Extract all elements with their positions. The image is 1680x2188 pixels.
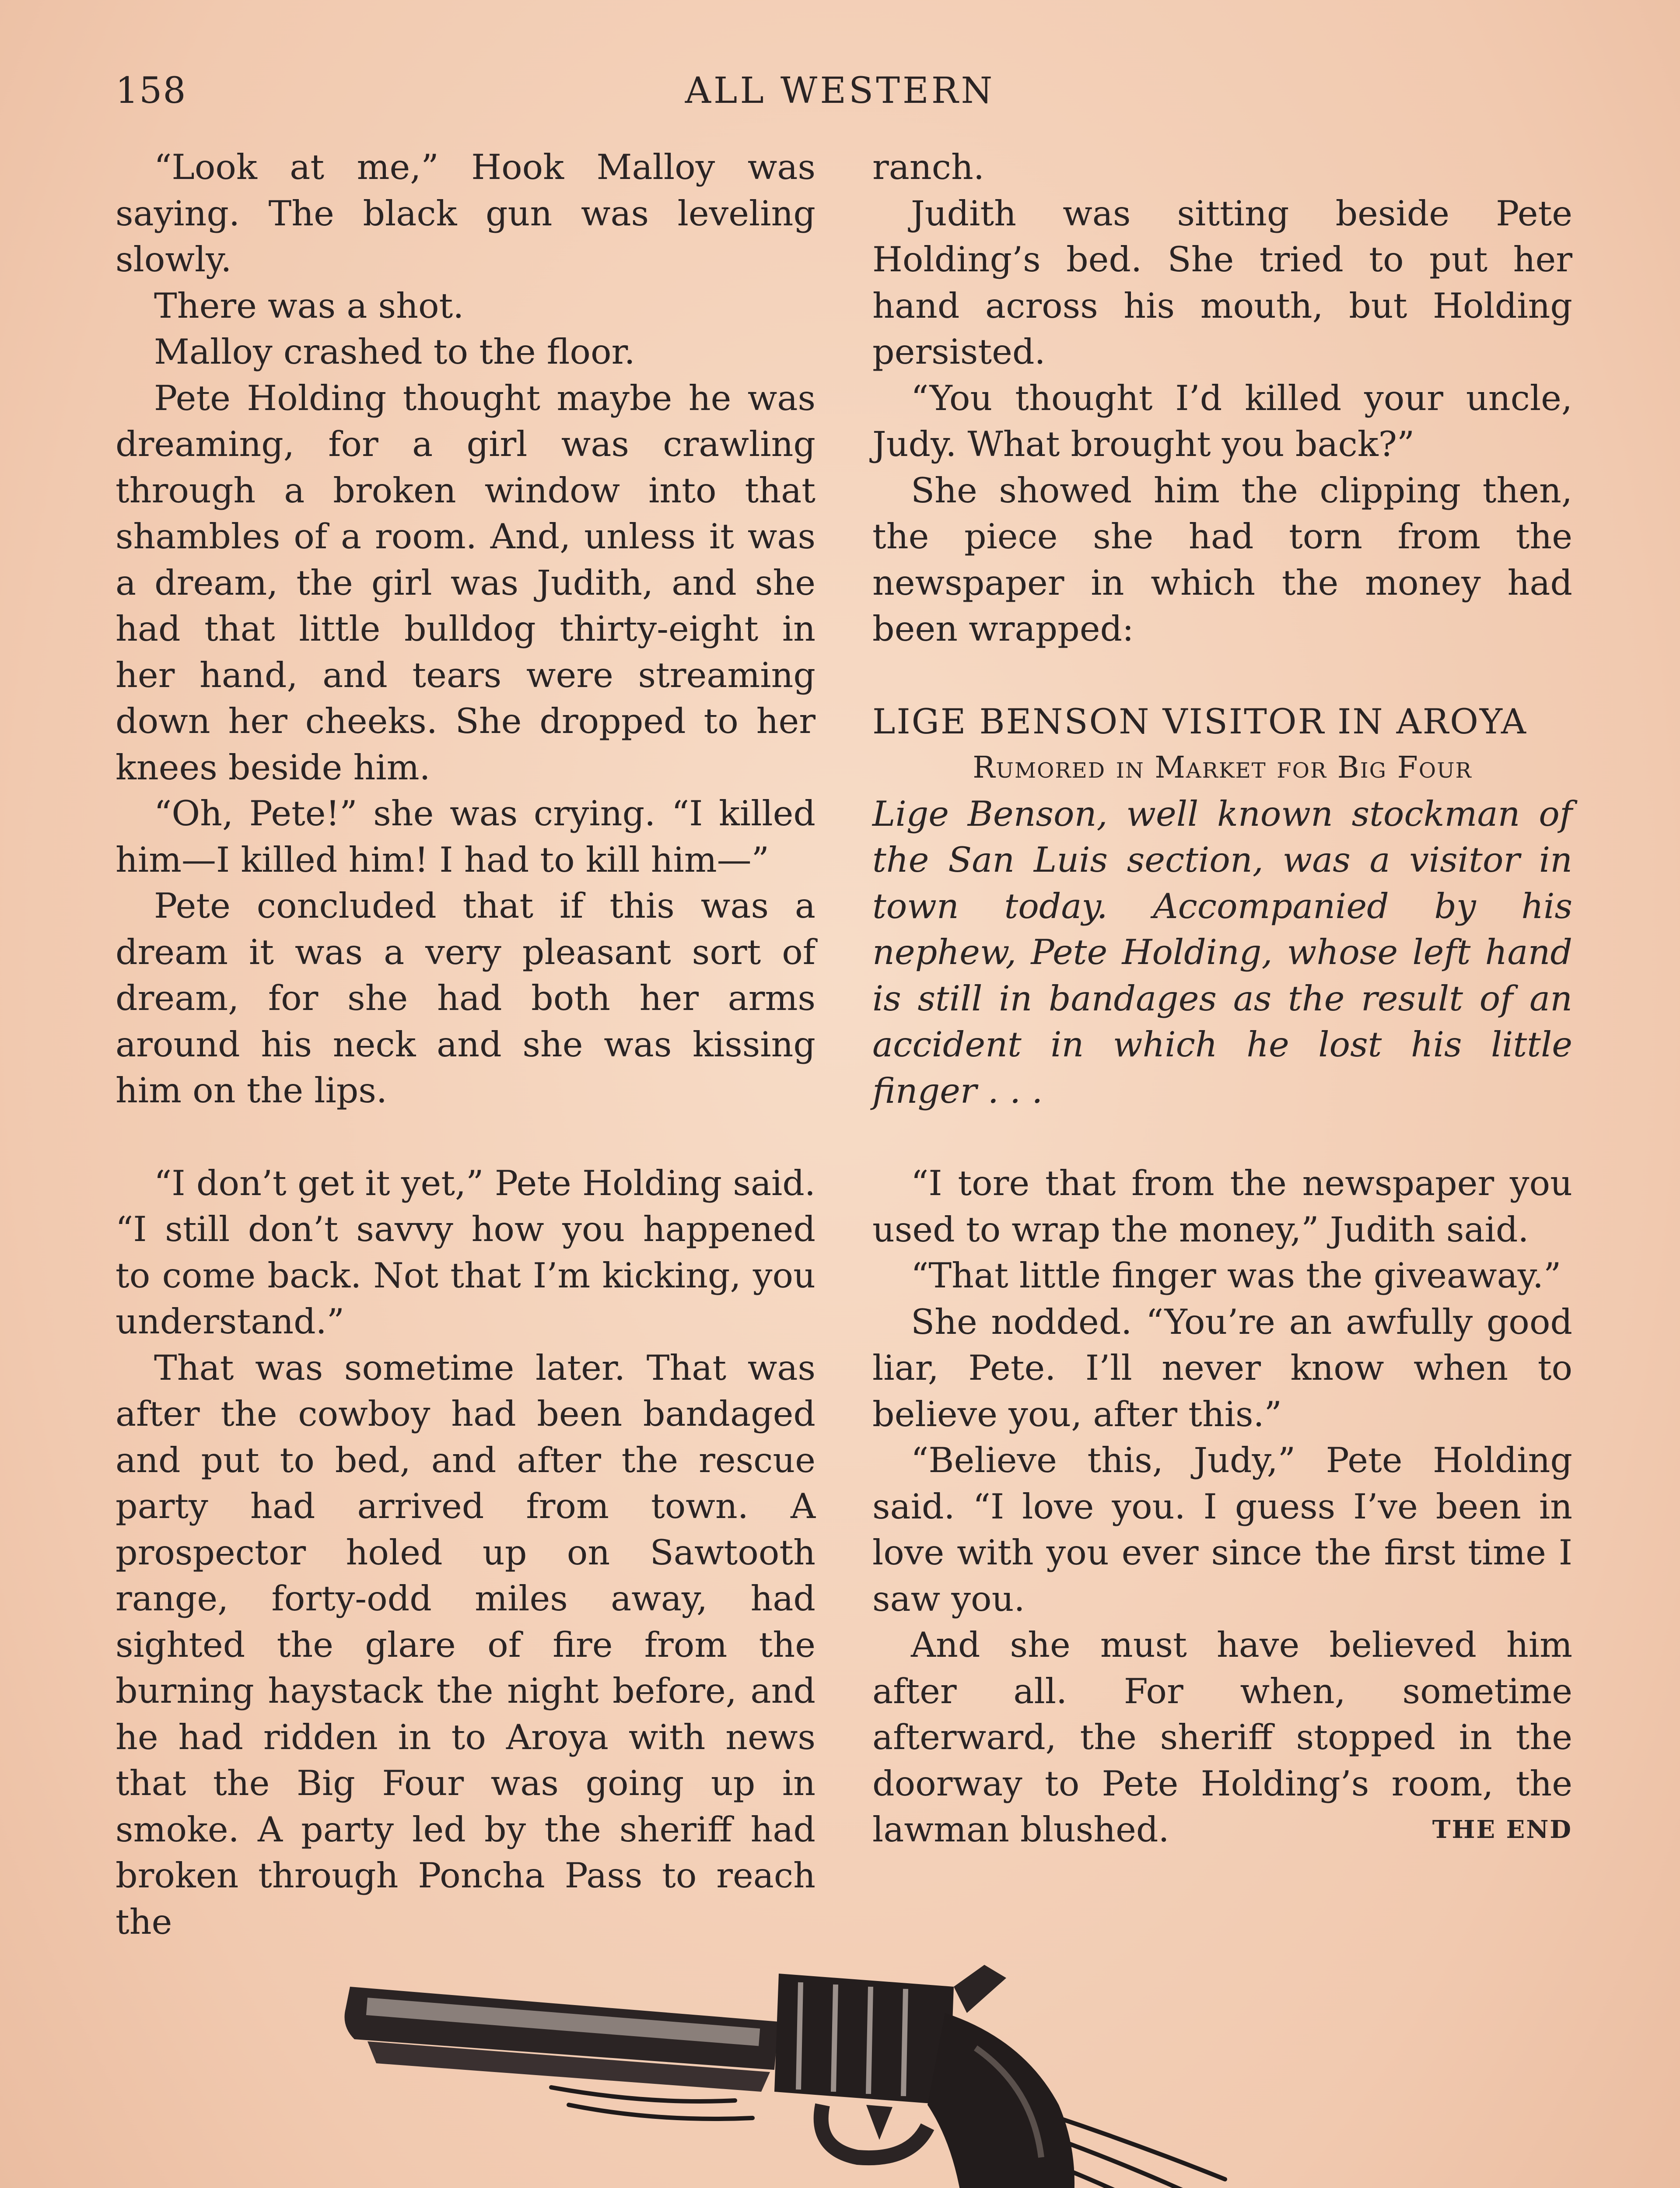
paragraph: “Believe this, Judy,” Pete Holding said. “I love you. I guess I’ve been in love with you ever since the first time I saw you. xyxy=(872,1440,1572,1619)
revolver-illustration xyxy=(341,1960,1348,2188)
paragraph: She nodded. “You’re an awfully good liar, Pete. I’ll never know when to believe you, after this.” xyxy=(872,1301,1572,1434)
clipping-headline: LIGE BENSON VISITOR IN AROYA xyxy=(872,701,1527,742)
paragraph: Judith was sitting beside Pete Holding’s bed. She tried to put her hand across his mouth, but Holding persisted. xyxy=(872,193,1572,372)
running-title: ALL WESTERN xyxy=(685,70,995,112)
paragraph: “That little finger was the giveaway.” xyxy=(911,1255,1561,1296)
section-break xyxy=(872,1114,1572,1161)
paragraph: “Look at me,” Hook Malloy was saying. The black gun was leveling slowly. xyxy=(116,147,816,280)
paragraph: “You thought I’d killed your uncle, Judy. What brought you back?” xyxy=(872,378,1572,464)
right-column xyxy=(872,144,1572,1853)
page-number: 158 xyxy=(116,70,187,112)
the-end-mark: THE END xyxy=(1432,1815,1572,1844)
paragraph: Pete concluded that if this was a dream it was a very pleasant sort of dream, for she had both her arms around his neck and she was kissing him on the lips. xyxy=(116,886,816,1111)
paragraph: “I don’t get it yet,” Pete Holding said. “I still don’t savvy how you happened to come back. Not that I’m kicking, you understand.” xyxy=(116,1163,816,1342)
paragraph: There was a shot. xyxy=(154,285,464,326)
left-column xyxy=(116,144,816,1945)
paragraph: Malloy crashed to the floor. xyxy=(154,332,635,372)
section-break xyxy=(872,652,1572,699)
paragraph: And she must have believed him after all. For when, sometime afterward, the sheriff stopped in the doorway to Pete Holding’s room, the lawman blushed. xyxy=(872,1625,1572,1850)
paragraph: “I tore that from the newspaper you used to wrap the money,” Judith said. xyxy=(872,1163,1572,1250)
clipping-body: Lige Benson, well known stockman of the San Luis section, was a visitor in town today. Accompanied by his nephew, Pete Holding, whose left hand is still in bandages as the result of an accident in which he lost his little finger . . . xyxy=(872,793,1572,1111)
page-header xyxy=(0,70,1680,123)
newspaper-clipping xyxy=(872,699,1572,1115)
paragraph: She showed him the clipping then, the piece she had torn from the newspaper in which the money had been wrapped: xyxy=(872,470,1572,649)
paragraph: That was sometime later. That was after the cowboy had been bandaged and put to bed, and after the rescue party had arrived from town. A prospector holed up on Sawtooth range, forty-odd miles away, had sighted the glare of fire from the burning haystack the night before, and he had ridden in to Aroya with news that the Big Four was going up in smoke. A party led by the sheriff had broken through Poncha Pass to reach the xyxy=(116,1347,816,1942)
final-paragraph-wrap xyxy=(872,1622,1572,1853)
paragraph: Pete Holding thought maybe he was dreaming, for a girl was crawling through a broken window into that shambles of a room. And, unless it was a dream, the girl was Judith, and she had that little bulldog thirty-eight in her hand, and tears were streaming down her cheeks. She dropped to her knees beside him. xyxy=(116,378,816,788)
section-break xyxy=(116,1114,816,1161)
clipping-deck: Rumored in Market for Big Four xyxy=(973,750,1472,785)
paragraph: ranch. xyxy=(872,147,984,187)
paragraph: “Oh, Pete!” she was crying. “I killed him—I killed him! I had to kill him—” xyxy=(116,793,816,880)
